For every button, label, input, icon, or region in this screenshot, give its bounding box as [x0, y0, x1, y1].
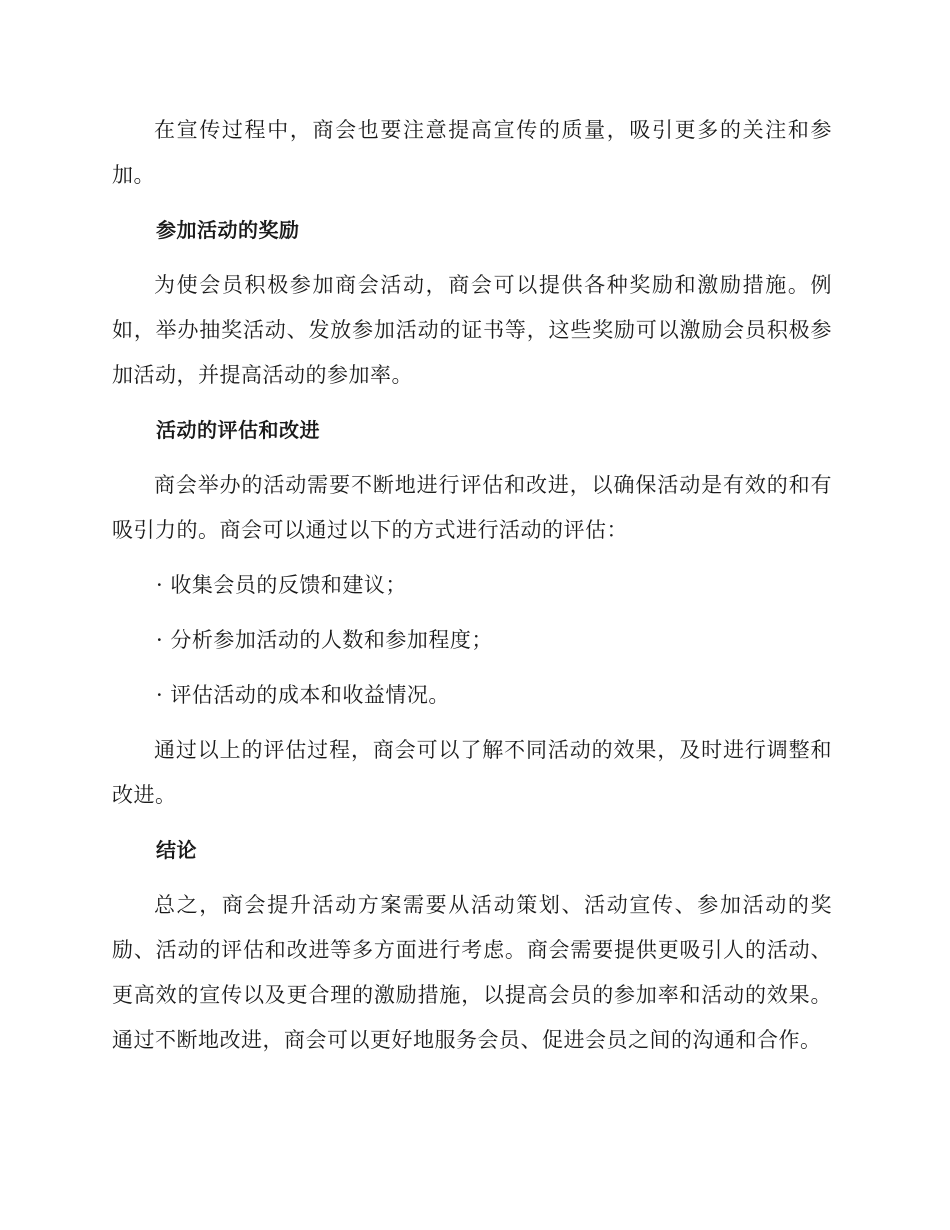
evaluation-closing: 通过以上的评估过程，商会可以了解不同活动的效果，及时进行调整和改进。: [112, 738, 832, 807]
evaluation-heading: 活动的评估和改进: [156, 418, 320, 442]
document-page: [112, 108, 832, 1063]
evaluation-bullet-participation: · 分析参加活动的人数和参加程度；: [156, 628, 493, 652]
conclusion-paragraph: 总之，商会提升活动方案需要从活动策划、活动宣传、参加活动的奖励、活动的评估和改进等多方面进行考虑。商会需要提供更吸引人的活动、更高效的宣传以及更合理的激励措施，以提高会员的参加率和活动的效果。通过不断地改进，商会可以更好地服务会员、促进会员之间的沟通和合作。: [112, 893, 832, 1052]
evaluation-bullet-feedback: · 收集会员的反馈和建议；: [156, 573, 407, 597]
rewards-paragraph: 为使会员积极参加商会活动，商会可以提供各种奖励和激励措施。例如，举办抽奖活动、发放参加活动的证书等，这些奖励可以激励会员积极参加活动，并提高活动的参加率。: [112, 273, 832, 387]
evaluation-bullet-cost: · 评估活动的成本和收益情况。: [156, 683, 450, 707]
intro-paragraph: 在宣传过程中，商会也要注意提高宣传的质量，吸引更多的关注和参加。: [112, 118, 832, 187]
conclusion-heading: 结论: [156, 838, 197, 862]
evaluation-paragraph: 商会举办的活动需要不断地进行评估和改进，以确保活动是有效的和有吸引力的。商会可以通过以下的方式进行活动的评估：: [112, 473, 832, 542]
rewards-heading: 参加活动的奖励: [156, 218, 300, 242]
